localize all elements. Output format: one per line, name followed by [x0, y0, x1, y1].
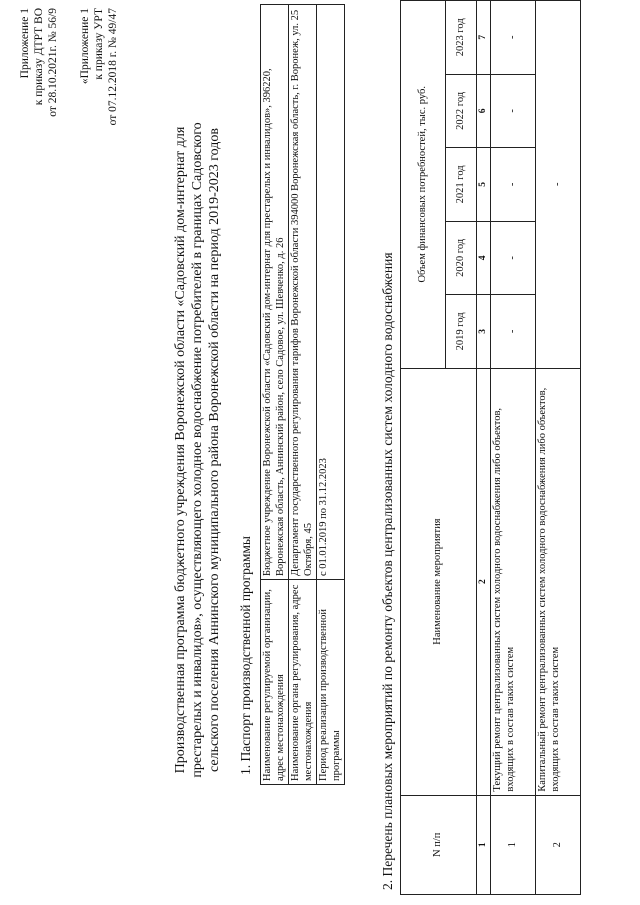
passport-label: Наименование регулируемой организации, адрес местонахождения [261, 580, 289, 785]
year-header: 2021 год [446, 148, 477, 222]
table-row [491, 1, 536, 895]
merged-value-cell: - [536, 1, 581, 369]
table-row [317, 5, 345, 785]
year-header: 2023 год [446, 1, 477, 75]
row-number: 1 [491, 795, 536, 894]
appendix-1-note: Приложение 1 к приказу ДТРТ ВО от 28.10.2021г. № 56/9 [19, 8, 59, 117]
numbering-cell: 6 [477, 74, 491, 148]
numbering-row [477, 1, 491, 895]
numbering-cell: 7 [477, 1, 491, 75]
appendix-2-note: «Приложение 1 к приказу УРТ от 07.12.2018 г. № 49/47 [79, 8, 119, 126]
passport-value: с 01.01.2019 по 31.12.2023 [317, 5, 345, 580]
value-cell: - [491, 295, 536, 369]
row-number: 2 [536, 795, 581, 894]
table-row [536, 1, 581, 895]
col-fin-header: Объем финансовых потребностей, тыс. руб. [401, 1, 446, 369]
table-row [289, 5, 317, 785]
page-title: Производственная программа бюджетного учреждения Воронежской области «Садовский дом-интернат для престарелых и инвалидов», осуществляющего холодное водоснабжение потребителей в границах Садовского сельского поселения Аннинского муниципального района Воронежской области на период 2019-2023 годов [173, 122, 222, 778]
value-cell: - [491, 1, 536, 75]
year-header: 2019 год [446, 295, 477, 369]
passport-label: Период реализации производственной программы [317, 580, 345, 785]
numbering-cell: 5 [477, 148, 491, 222]
numbering-cell: 2 [477, 368, 491, 795]
measures-table [400, 0, 581, 895]
value-cell: - [491, 221, 536, 295]
passport-label: Наименование органа регулирования, адрес местонахождения [289, 580, 317, 785]
numbering-cell: 4 [477, 221, 491, 295]
value-cell: - [491, 148, 536, 222]
col-name-header: Наименование мероприятия [401, 368, 477, 795]
table-row [261, 5, 289, 785]
year-header: 2022 год [446, 74, 477, 148]
section-1-heading: 1. Паспорт производственной программы [238, 536, 253, 775]
measure-name: Текущий ремонт централизованных систем холодного водоснабжения либо объектов, входящих в состав таких систем [491, 368, 536, 795]
section-2-heading: 2. Перечень плановых мероприятий по ремонту объектов централизованных систем холодного водоснабжения [380, 252, 395, 890]
value-cell: - [491, 74, 536, 148]
measure-name: Капитальный ремонт централизованных систем холодного водоснабжения либо объектов, входящих в состав таких систем [536, 368, 581, 795]
col-num-header: N п/п [401, 795, 477, 894]
passport-value: Департамент государственного регулирования тарифов Воронежской области 394000 Воронежская область, г. Воронеж, ул. 25 Октября, 45 [289, 5, 317, 580]
passport-table [260, 4, 345, 785]
year-header: 2020 год [446, 221, 477, 295]
numbering-cell: 1 [477, 795, 491, 894]
numbering-cell: 3 [477, 295, 491, 369]
passport-value: Бюджетное учреждение Воронежской области «Садовский дом-интернат для престарелых и инвалидов», 396220, Воронежская область, Аннинский район, село Садовое, ул. Шевченко, д. 26 [261, 5, 289, 580]
table-header-row [401, 1, 446, 895]
